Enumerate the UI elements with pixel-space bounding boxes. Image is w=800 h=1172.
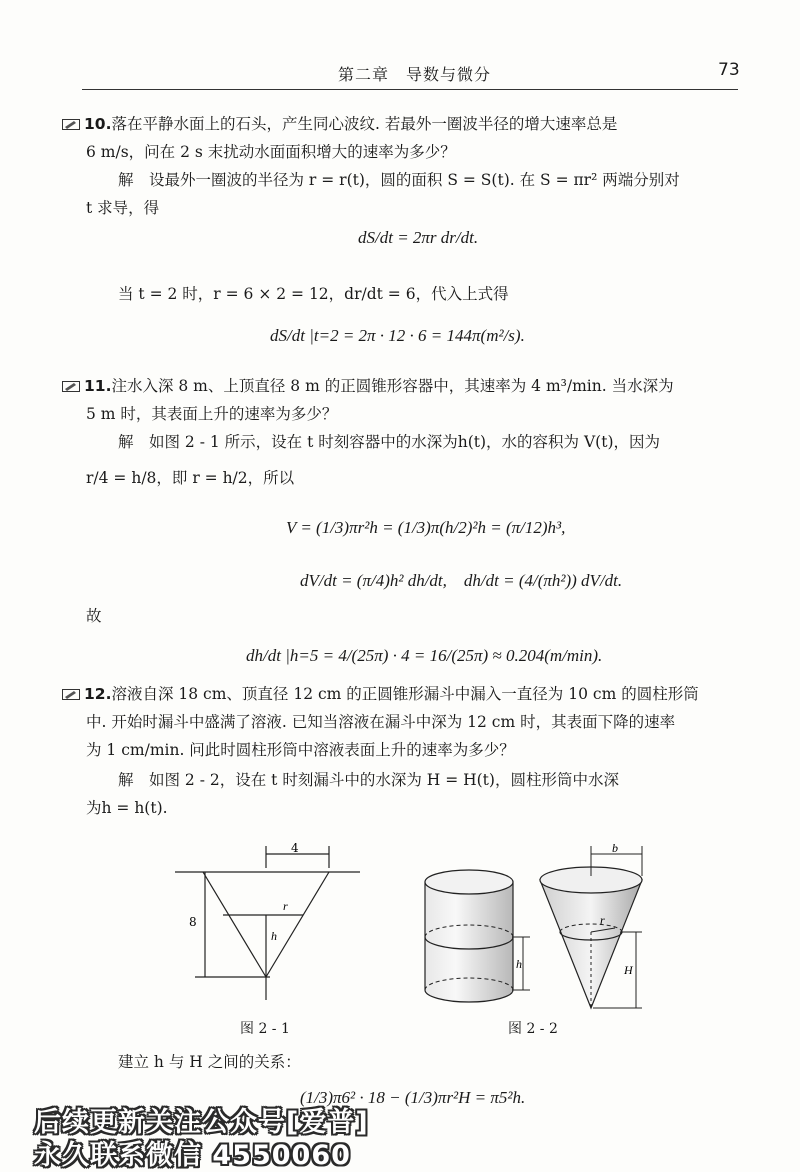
- page-number: 73: [718, 60, 740, 80]
- problem-12-line-1: 12.溶液自深 18 cm、顶直径 12 cm 的正圆锥形漏斗中漏入一直径为 10 cm 的圆柱形筒: [62, 684, 699, 704]
- problem-10-solution-2: t 求导，得: [86, 199, 160, 217]
- figure-2-1: [175, 840, 375, 1015]
- problem-12-solution-1: 解 如图 2 - 2，设在 t 时刻漏斗中的水深为 H = H(t)，圆柱形筒中水深: [118, 771, 619, 789]
- problem-10-line-1: 10.落在平静水面上的石头，产生同心波纹. 若最外一圈波半径的增大速率总是: [62, 114, 617, 134]
- fig2-cylinder-body: [425, 882, 513, 1002]
- gu-label: 故: [86, 607, 102, 625]
- problem-10-solution-1: 解 设最外一圈波的半径为 r = r(t)，圆的面积 S = S(t). 在 S = πr² 两端分别对: [118, 171, 680, 189]
- fig2-label-H: H: [624, 963, 633, 977]
- fig2-label-h: h: [516, 957, 522, 971]
- problem-11-line-1: 11.注水入深 8 m、上顶直径 8 m 的正圆锥形容器中，其速率为 4 m³/min. 当水深为: [62, 376, 674, 396]
- problem-10-line-2: 6 m/s，问在 2 s 末扰动水面面积增大的速率为多少？: [86, 143, 456, 161]
- problem-11-equation-2: dV/dt = (π/4)h² dh/dt, dh/dt = (4/(πh²)) dV/dt.: [300, 571, 623, 590]
- problem-12-solution-2: 为h = h(t).: [86, 799, 168, 817]
- problem-11-line-2: 5 m 时，其表面上升的速率为多少？: [86, 405, 338, 423]
- fig1-label-r: r: [283, 899, 288, 913]
- header-rule: [82, 89, 738, 90]
- pencil-icon: [62, 119, 80, 130]
- problem-12-equation-1: (1/3)π6² · 18 − (1/3)πr²H = π5²h.: [300, 1088, 526, 1107]
- problem-10-equation-1: dS/dt = 2πr dr/dt.: [358, 228, 479, 247]
- fig1-label-h: h: [271, 929, 277, 943]
- fig2-label-b: b: [612, 841, 618, 855]
- fig1-label-depth: 8: [189, 915, 197, 929]
- problem-11-equation-3: dh/dt |h=5 = 4/(25π) · 4 = 16/(25π) ≈ 0.204(m/min).: [246, 646, 603, 665]
- fig1-cone-right: [266, 872, 329, 977]
- fig2-cylinder-top: [425, 870, 513, 894]
- problem-11-equation-1: V = (1/3)πr²h = (1/3)π(h/2)²h = (π/12)h³,: [286, 518, 566, 537]
- chapter-header: 第二章 导数与微分: [338, 65, 492, 84]
- problem-10-equation-2: dS/dt |t=2 = 2π · 12 · 6 = 144π(m²/s).: [270, 326, 525, 345]
- problem-12-number: 12.: [84, 685, 112, 703]
- relation-text: 建立 h 与 H 之间的关系：: [118, 1053, 301, 1071]
- pencil-icon: [62, 689, 80, 700]
- problem-10-number: 10.: [84, 115, 112, 133]
- problem-12-line-3: 为 1 cm/min. 问此时圆柱形筒中溶液表面上升的速率为多少？: [86, 741, 515, 759]
- watermark-line-2: 永久联系微信 4550060: [34, 1140, 351, 1171]
- figure-2-2-caption: 图 2 - 2: [508, 1021, 558, 1037]
- fig1-label-top: 4: [291, 841, 299, 855]
- problem-12-line-2: 中. 开始时漏斗中盛满了溶液. 已知当溶液在漏斗中深为 12 cm 时，其表面下降的速率: [86, 713, 676, 731]
- problem-10-solution-3: 当 t = 2 时，r = 6 × 2 = 12，dr/dt = 6，代入上式得: [118, 285, 509, 303]
- figure-2-2: [410, 840, 650, 1015]
- pencil-icon: [62, 381, 80, 392]
- problem-11-solution-1: 解 如图 2 - 1 所示，设在 t 时刻容器中的水深为h(t)，水的容积为 V(t)，因为: [118, 433, 661, 451]
- problem-11-solution-2: r/4 = h/8，即 r = h/2，所以: [86, 469, 295, 487]
- figure-2-1-caption: 图 2 - 1: [240, 1021, 290, 1037]
- watermark-line-1: 后续更新关注公众号[爱普]: [34, 1107, 369, 1138]
- fig2-label-r: r: [600, 913, 605, 927]
- fig1-cone-left: [203, 872, 266, 977]
- problem-11-number: 11.: [84, 377, 112, 395]
